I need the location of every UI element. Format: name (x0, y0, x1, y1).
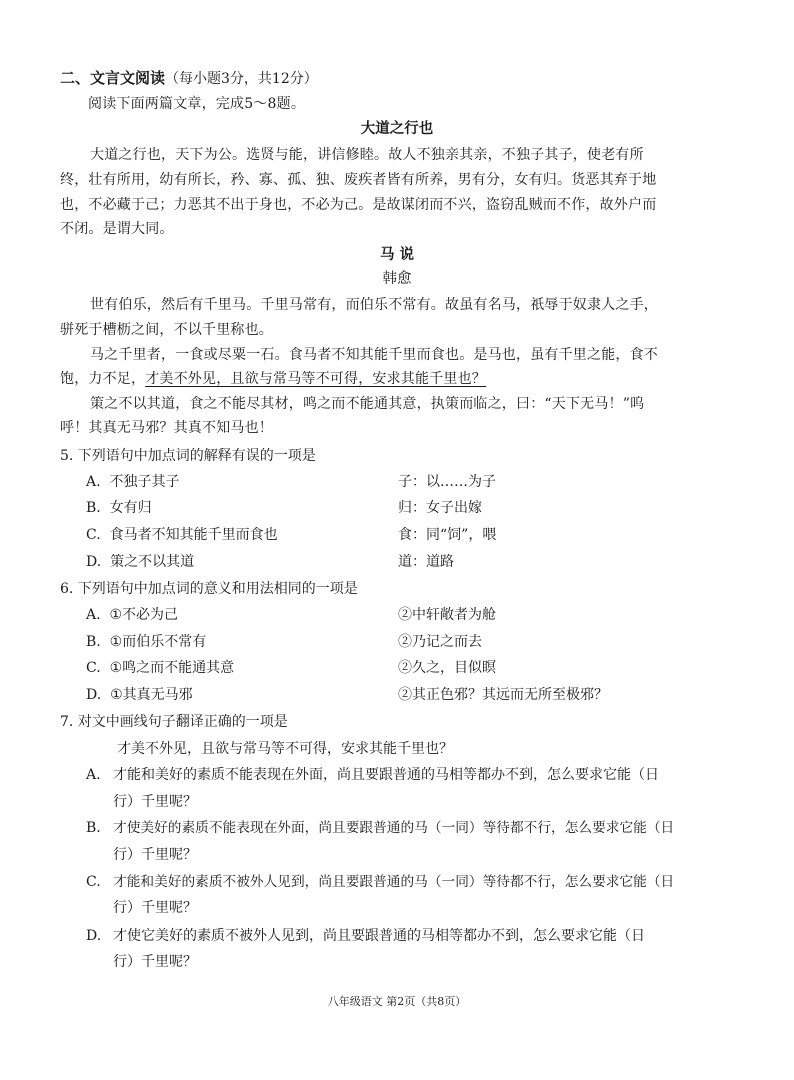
section-note: （每小题3分，共12分） (165, 71, 318, 87)
passage2-line: 饱，力不足， (60, 371, 146, 387)
question-6-stem: 6. 下列语句中加点词的意义和用法相同的一项是 (60, 581, 358, 597)
passage1-line: 终，壮有所用，幼有所长，矜、寡、孤、独、废疾者皆有所养，男有分，女有归。货恶其弃于地 (60, 172, 657, 188)
question-7-quote: 才美不外见，且欲与常马等不可得，安求其能千里也？ (117, 741, 453, 757)
q7-option-a-line2: 行）千里呢？ (113, 794, 197, 810)
q6-option-d: D. ①其真无马邪 (86, 687, 193, 703)
q6-option-b-explain: ②乃记之而去 (398, 634, 482, 650)
q7-option-b-line2: 行）千里呢？ (113, 847, 197, 863)
q6-option-d-explain: ②其正色邪？其远而无所至极邪？ (398, 687, 608, 703)
page-footer: 八年级语文 第2页（共8页） (327, 995, 467, 1008)
q7-option-d-letter: D. (86, 928, 102, 944)
passage2-title: 马 说 (379, 247, 415, 263)
q5-option-c-explain: 食：同“饲”，喂 (398, 527, 497, 543)
q5-option-b: B. 女有归 (86, 500, 152, 516)
passage2-line: 马之千里者，一食或尽粟一石。食马者不知其能千里而食也。是马也，虽有千里之能，食不 (90, 347, 658, 363)
section-title: 二、文言文阅读 (60, 69, 166, 87)
q5-option-c: C. 食马者不知其能千里而食也 (86, 527, 278, 543)
q7-option-d-line2: 行）千里呢？ (113, 954, 197, 970)
q7-option-c-line2: 行）千里呢？ (113, 900, 197, 916)
q6-option-b: B. ①而伯乐不常有 (86, 634, 207, 650)
passage1-line: 也，不必藏于己；力恶其不出于身也，不必为己。是故谋闭而不兴，盗窃乱贼而不作，故外户而 (60, 197, 657, 213)
q6-option-c-explain: ②久之，目似瞑 (398, 660, 496, 676)
passage1-title: 大道之行也 (360, 121, 434, 137)
passage2-line: 策之不以其道，食之不能尽其材，鸣之而不能通其意，执策而临之，曰：“天下无马！”呜 (90, 396, 645, 412)
section-heading (60, 68, 318, 89)
q5-option-b-explain: 归：女子出嫁 (398, 500, 482, 516)
q5-option-a: A. 不独子其子 (86, 474, 180, 490)
q6-option-a-explain: ②中轩敞者为舱 (398, 607, 496, 623)
q7-option-b-line1: 才使美好的素质不能表现在外面，尚且要跟普通的马（一同）等待都不行，怎么要求它能（日 (113, 820, 675, 836)
passage1-line: 大道之行也，天下为公。选贤与能，讲信修睦。故人不独亲其亲，不独子其子，使老有所 (90, 147, 644, 163)
q7-option-c-line1: 才能和美好的素质不被外人见到，尚且要跟普通的马（一同）等待都不行，怎么要求它能（日 (113, 874, 675, 890)
q5-option-d: D. 策之不以其道 (86, 554, 195, 570)
q6-option-c: C. ①鸣之而不能通其意 (86, 660, 235, 676)
q5-option-a-explain: 子：以……为子 (398, 474, 496, 490)
underlined-sentence: 才美不外见，且欲与常马等不可得，安求其能千里也？ (145, 371, 487, 387)
q7-option-d-line1: 才使它美好的素质不被外人见到，尚且要跟普通的马相等都办不到，怎么要求它能（日 (113, 928, 645, 944)
passage2-line: 骈死于槽枥之间，不以千里称也。 (60, 322, 273, 338)
question-7-stem: 7. 对文中画线句子翻译正确的一项是 (60, 714, 288, 730)
question-5-stem: 5. 下列语句中加点词的解释有误的一项是 (60, 448, 316, 464)
section-instruction: 阅读下面两篇文章，完成5～8题。 (88, 96, 306, 112)
q5-option-d-explain: 道：道路 (398, 554, 454, 570)
q7-option-c-letter: C. (86, 874, 101, 890)
passage1-line: 不闭。是谓大同。 (60, 221, 174, 237)
passage2-author: 韩愈 (382, 271, 412, 287)
q7-option-a-letter: A. (86, 767, 101, 783)
q7-option-a-line1: 才能和美好的素质不能表现在外面，尚且要跟普通的马相等都办不到，怎么要求它能（日 (113, 767, 659, 783)
q6-option-a: A. ①不必为己 (86, 607, 179, 623)
passage2-line: 呼！其真无马邪？其真不知马也！ (60, 420, 273, 436)
passage2-line: 世有伯乐，然后有千里马。千里马常有，而伯乐不常有。故虽有名马，祇辱于奴隶人之手， (90, 297, 658, 313)
q7-option-b-letter: B. (86, 820, 101, 836)
passage2-line-with-underline (60, 369, 486, 389)
